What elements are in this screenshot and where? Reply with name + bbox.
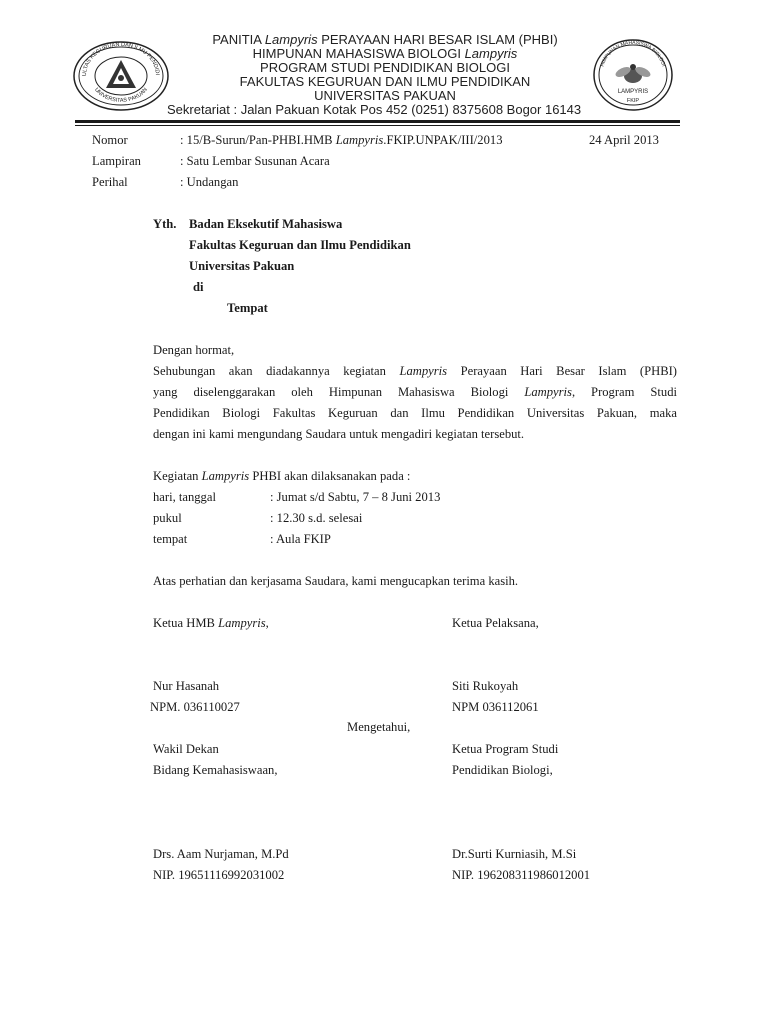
signer-right2-id: NIP. 196208311986012001	[452, 868, 591, 882]
nomor-label: Nomor	[92, 133, 128, 147]
recipient-line-4: di	[193, 280, 204, 294]
logo-left-bottom: UNIVERSITAS PAKUAN	[93, 86, 149, 104]
paragraph-line-4: dengan ini kami mengundang Saudara untuk mengadiri kegiatan tersebut.	[153, 427, 525, 441]
perihal-value: : Undangan	[180, 175, 239, 189]
recipient-line-1: Badan Eksekutif Mahasiswa	[189, 217, 343, 231]
header-line-4: FAKULTAS KEGURUAN DAN ILMU PENDIDIKAN	[239, 74, 531, 89]
detail-label: pukul	[153, 511, 182, 525]
letterhead-rule-thin	[75, 125, 680, 126]
signer-left2-id: NIP. 19651116992031002	[153, 868, 285, 882]
signer-right2-name: Dr.Surti Kurniasih, M.Si	[452, 847, 577, 861]
signer-right2-title-2: Pendidikan Biologi,	[452, 763, 553, 777]
salutation: Dengan hormat,	[153, 343, 235, 357]
signer-left-name: Nur Hasanah	[153, 679, 220, 693]
header-line-3: PROGRAM STUDI PENDIDIKAN BIOLOGI	[260, 60, 510, 75]
signer-left2-name: Drs. Aam Nurjaman, M.Pd	[153, 847, 289, 861]
logo-right-bottom: FKIP	[626, 98, 640, 104]
recipient-line-2: Fakultas Keguruan dan Ilmu Pendidikan	[189, 238, 411, 252]
header-line-1: PANITIA Lampyris PERAYAAN HARI BESAR ISLAM (PHBI)	[212, 32, 558, 47]
logo-right-word: LAMPYRIS	[617, 89, 649, 95]
recipient-line-5: Tempat	[227, 301, 268, 315]
lampiran-value: : Satu Lembar Susunan Acara	[180, 154, 330, 168]
detail-value: : Aula FKIP	[270, 532, 331, 546]
header-line-5: UNIVERSITAS PAKUAN	[314, 88, 456, 103]
detail-label: tempat	[153, 532, 188, 546]
logo-left-text: ULTAS KEGURUAN DAN ILMU PENDIDI	[81, 41, 160, 77]
lampiran-label: Lampiran	[92, 154, 141, 168]
signer-left2-title-1: Wakil Dekan	[153, 742, 219, 756]
perihal-label: Perihal	[92, 175, 128, 189]
event-intro: Kegiatan Lampyris PHBI akan dilaksanakan pada :	[153, 469, 411, 483]
signer-right2-title-1: Ketua Program Studi	[452, 742, 559, 756]
paragraph-line-2: yang diselenggarakan oleh Himpunan Mahasiswa Biologi Lampyris, Program Studi	[153, 385, 677, 399]
signer-left-title: Ketua HMB Lampyris,	[153, 616, 269, 630]
closing-sentence: Atas perhatian dan kerjasama Saudara, kami mengucapkan terima kasih.	[153, 574, 519, 588]
recipient-yth: Yth.	[153, 217, 177, 231]
logo-right-text: HIMPUNAN MAHASISWA BIOLOGI	[599, 39, 667, 68]
signer-left2-title-2: Bidang Kemahasiswaan,	[153, 763, 278, 777]
letterhead-rule-thick	[75, 120, 680, 123]
nomor-value: : 15/B-Surun/Pan-PHBI.HMB Lampyris.FKIP.UNPAK/III/2013	[180, 133, 503, 147]
detail-value: : 12.30 s.d. selesai	[270, 511, 363, 525]
header-address: Sekretariat : Jalan Pakuan Kotak Pos 452 (0251) 8375608 Bogor 16143	[167, 102, 582, 117]
mengetahui-label: Mengetahui,	[347, 720, 411, 734]
signer-right-name: Siti Rukoyah	[452, 679, 519, 693]
recipient-line-3: Universitas Pakuan	[189, 259, 295, 273]
header-line-2: HIMPUNAN MAHASISWA BIOLOGI Lampyris	[252, 46, 518, 61]
paragraph-line-1: Sehubungan akan diadakannya kegiatan Lampyris Perayaan Hari Besar Islam (PHBI)	[153, 364, 677, 378]
paragraph-line-3: Pendidikan Biologi Fakultas Keguruan dan Ilmu Pendidikan Universitas Pakuan, maka	[153, 406, 677, 420]
signer-right-title: Ketua Pelaksana,	[452, 616, 539, 630]
detail-value: : Jumat s/d Sabtu, 7 – 8 Juni 2013	[270, 490, 441, 504]
signer-right-id: NPM 036112061	[452, 700, 539, 714]
signer-left-id: NPM. 036110027	[150, 700, 240, 714]
letter-date: 24 April 2013	[589, 133, 659, 147]
detail-label: hari, tanggal	[153, 490, 216, 504]
